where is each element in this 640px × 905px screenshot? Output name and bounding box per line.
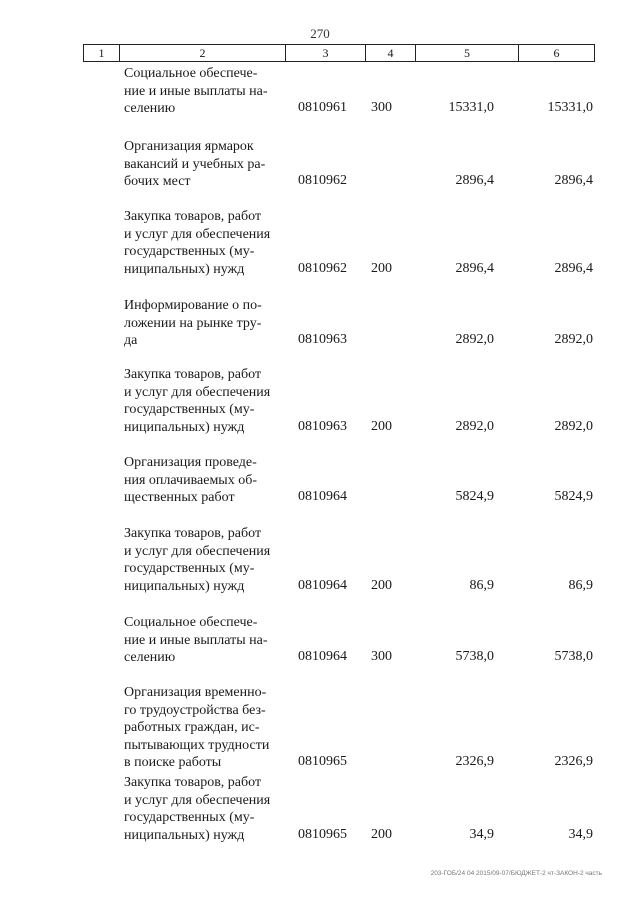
row-name-line: пытывающих трудности <box>124 737 270 753</box>
row-name-line: работных граждан, ис- <box>124 720 260 736</box>
table-row <box>0 135 640 205</box>
row-name-line: ниципальных) нужд <box>124 419 245 435</box>
row-name-line: ниципальных) нужд <box>124 261 245 277</box>
row-value-5: 2896,4 <box>455 173 494 189</box>
row-name-line: бочих мест <box>124 174 191 190</box>
row-name-line: Организация проведе- <box>124 455 257 470</box>
row-name-line: вакансий и учебных ра- <box>124 156 266 172</box>
row-name-line: селению <box>124 650 176 666</box>
table-row <box>0 771 640 861</box>
row-value-5: 2896,4 <box>455 260 494 276</box>
table-row <box>0 294 640 363</box>
row-vr-code: 300 <box>371 100 392 116</box>
row-name-line: ниципальных) нужд <box>124 827 245 843</box>
row-value-5: 5824,9 <box>455 489 494 505</box>
table-row <box>0 363 640 451</box>
row-csr-code: 0810964 <box>298 577 347 593</box>
row-value-6: 2892,0 <box>554 418 593 434</box>
row-name-line: ниципальных) нужд <box>124 578 245 594</box>
row-name-line: селению <box>124 101 176 117</box>
row-csr-code: 0810962 <box>298 173 347 189</box>
table-row <box>0 451 640 522</box>
table-row <box>0 522 640 611</box>
row-name-line: государственных (му- <box>124 402 255 418</box>
row-name-line: в поиске работы <box>124 755 222 771</box>
row-value-5: 34,9 <box>469 826 494 842</box>
table-row <box>0 205 640 294</box>
table-row <box>0 681 640 771</box>
row-name-line: Закупка товаров, работ <box>124 775 262 790</box>
row-name-line: государственных (му- <box>124 244 255 260</box>
header-col-5: 5 <box>415 45 518 61</box>
header-col-2: 2 <box>119 45 285 61</box>
row-value-6: 2326,9 <box>554 754 593 770</box>
row-value-6: 86,9 <box>568 577 593 593</box>
row-name-line: и услуг для обеспечения <box>124 792 271 808</box>
row-value-6: 5738,0 <box>554 649 593 665</box>
row-name-line: ния оплачиваемых об- <box>124 472 257 488</box>
row-name-line: Социальное обеспече- <box>124 66 258 81</box>
row-name <box>124 65 282 118</box>
row-name-line: и услуг для обеспечения <box>124 226 271 242</box>
row-csr-code: 0810964 <box>298 649 347 665</box>
row-vr-code: 200 <box>371 826 392 842</box>
row-csr-code: 0810965 <box>298 826 347 842</box>
row-value-5: 86,9 <box>469 577 494 593</box>
header-col-1: 1 <box>83 45 119 61</box>
row-name-line: Организация временно- <box>124 685 267 700</box>
row-name-line: и услуг для обеспечения <box>124 543 271 559</box>
row-name-line: щественных работ <box>124 490 235 506</box>
table-row <box>0 611 640 681</box>
row-name <box>124 614 282 667</box>
row-name-line: ние и иные выплаты на- <box>124 83 268 99</box>
row-csr-code: 0810962 <box>298 260 347 276</box>
row-name-line: Информирование о по- <box>124 298 262 313</box>
row-name <box>124 297 282 350</box>
table-row <box>0 62 640 135</box>
row-value-6: 2892,0 <box>554 332 593 348</box>
row-name-line: и услуг для обеспечения <box>124 384 271 400</box>
row-name-line: ложении на рынке тру- <box>124 315 262 331</box>
row-value-6: 15331,0 <box>547 100 593 116</box>
row-value-6: 2896,4 <box>554 260 593 276</box>
header-col-6: 6 <box>518 45 595 61</box>
row-value-5: 5738,0 <box>455 649 494 665</box>
row-vr-code: 300 <box>371 649 392 665</box>
row-name <box>124 138 282 191</box>
row-value-6: 5824,9 <box>554 489 593 505</box>
row-value-5: 2892,0 <box>455 418 494 434</box>
row-name-line: Закупка товаров, работ <box>124 526 262 541</box>
header-col-3: 3 <box>285 45 365 61</box>
row-name <box>124 454 282 507</box>
row-name-line: государственных (му- <box>124 561 255 577</box>
row-csr-code: 0810964 <box>298 489 347 505</box>
row-value-6: 2896,4 <box>554 173 593 189</box>
row-value-5: 2892,0 <box>455 332 494 348</box>
row-csr-code: 0810963 <box>298 332 347 348</box>
row-name-line: Закупка товаров, работ <box>124 209 262 224</box>
row-csr-code: 0810963 <box>298 418 347 434</box>
row-name <box>124 525 282 595</box>
row-value-6: 34,9 <box>568 826 593 842</box>
row-name-line: государственных (му- <box>124 810 255 826</box>
row-value-5: 15331,0 <box>448 100 494 116</box>
row-value-5: 2326,9 <box>455 754 494 770</box>
footer-file-path: 203-ГОБ/24 04 2015/09-07/БЮДЖЕТ-2 чт-ЗАКОН-2 часть <box>430 870 602 877</box>
row-name <box>124 684 282 772</box>
row-name-line: Организация ярмарок <box>124 139 254 154</box>
row-name <box>124 774 282 844</box>
row-vr-code: 200 <box>371 577 392 593</box>
row-vr-code: 200 <box>371 260 392 276</box>
row-name-line: да <box>124 333 138 349</box>
row-name-line: Социальное обеспече- <box>124 615 258 630</box>
row-name-line: го трудоустройства без- <box>124 702 266 718</box>
row-name-line: ние и иные выплаты на- <box>124 632 268 648</box>
row-csr-code: 0810961 <box>298 100 347 116</box>
page-number: 270 <box>310 26 330 41</box>
header-col-4: 4 <box>365 45 415 61</box>
row-csr-code: 0810965 <box>298 754 347 770</box>
table-header <box>83 44 595 62</box>
row-name <box>124 366 282 436</box>
row-vr-code: 200 <box>371 418 392 434</box>
row-name-line: Закупка товаров, работ <box>124 367 262 382</box>
row-name <box>124 208 282 278</box>
